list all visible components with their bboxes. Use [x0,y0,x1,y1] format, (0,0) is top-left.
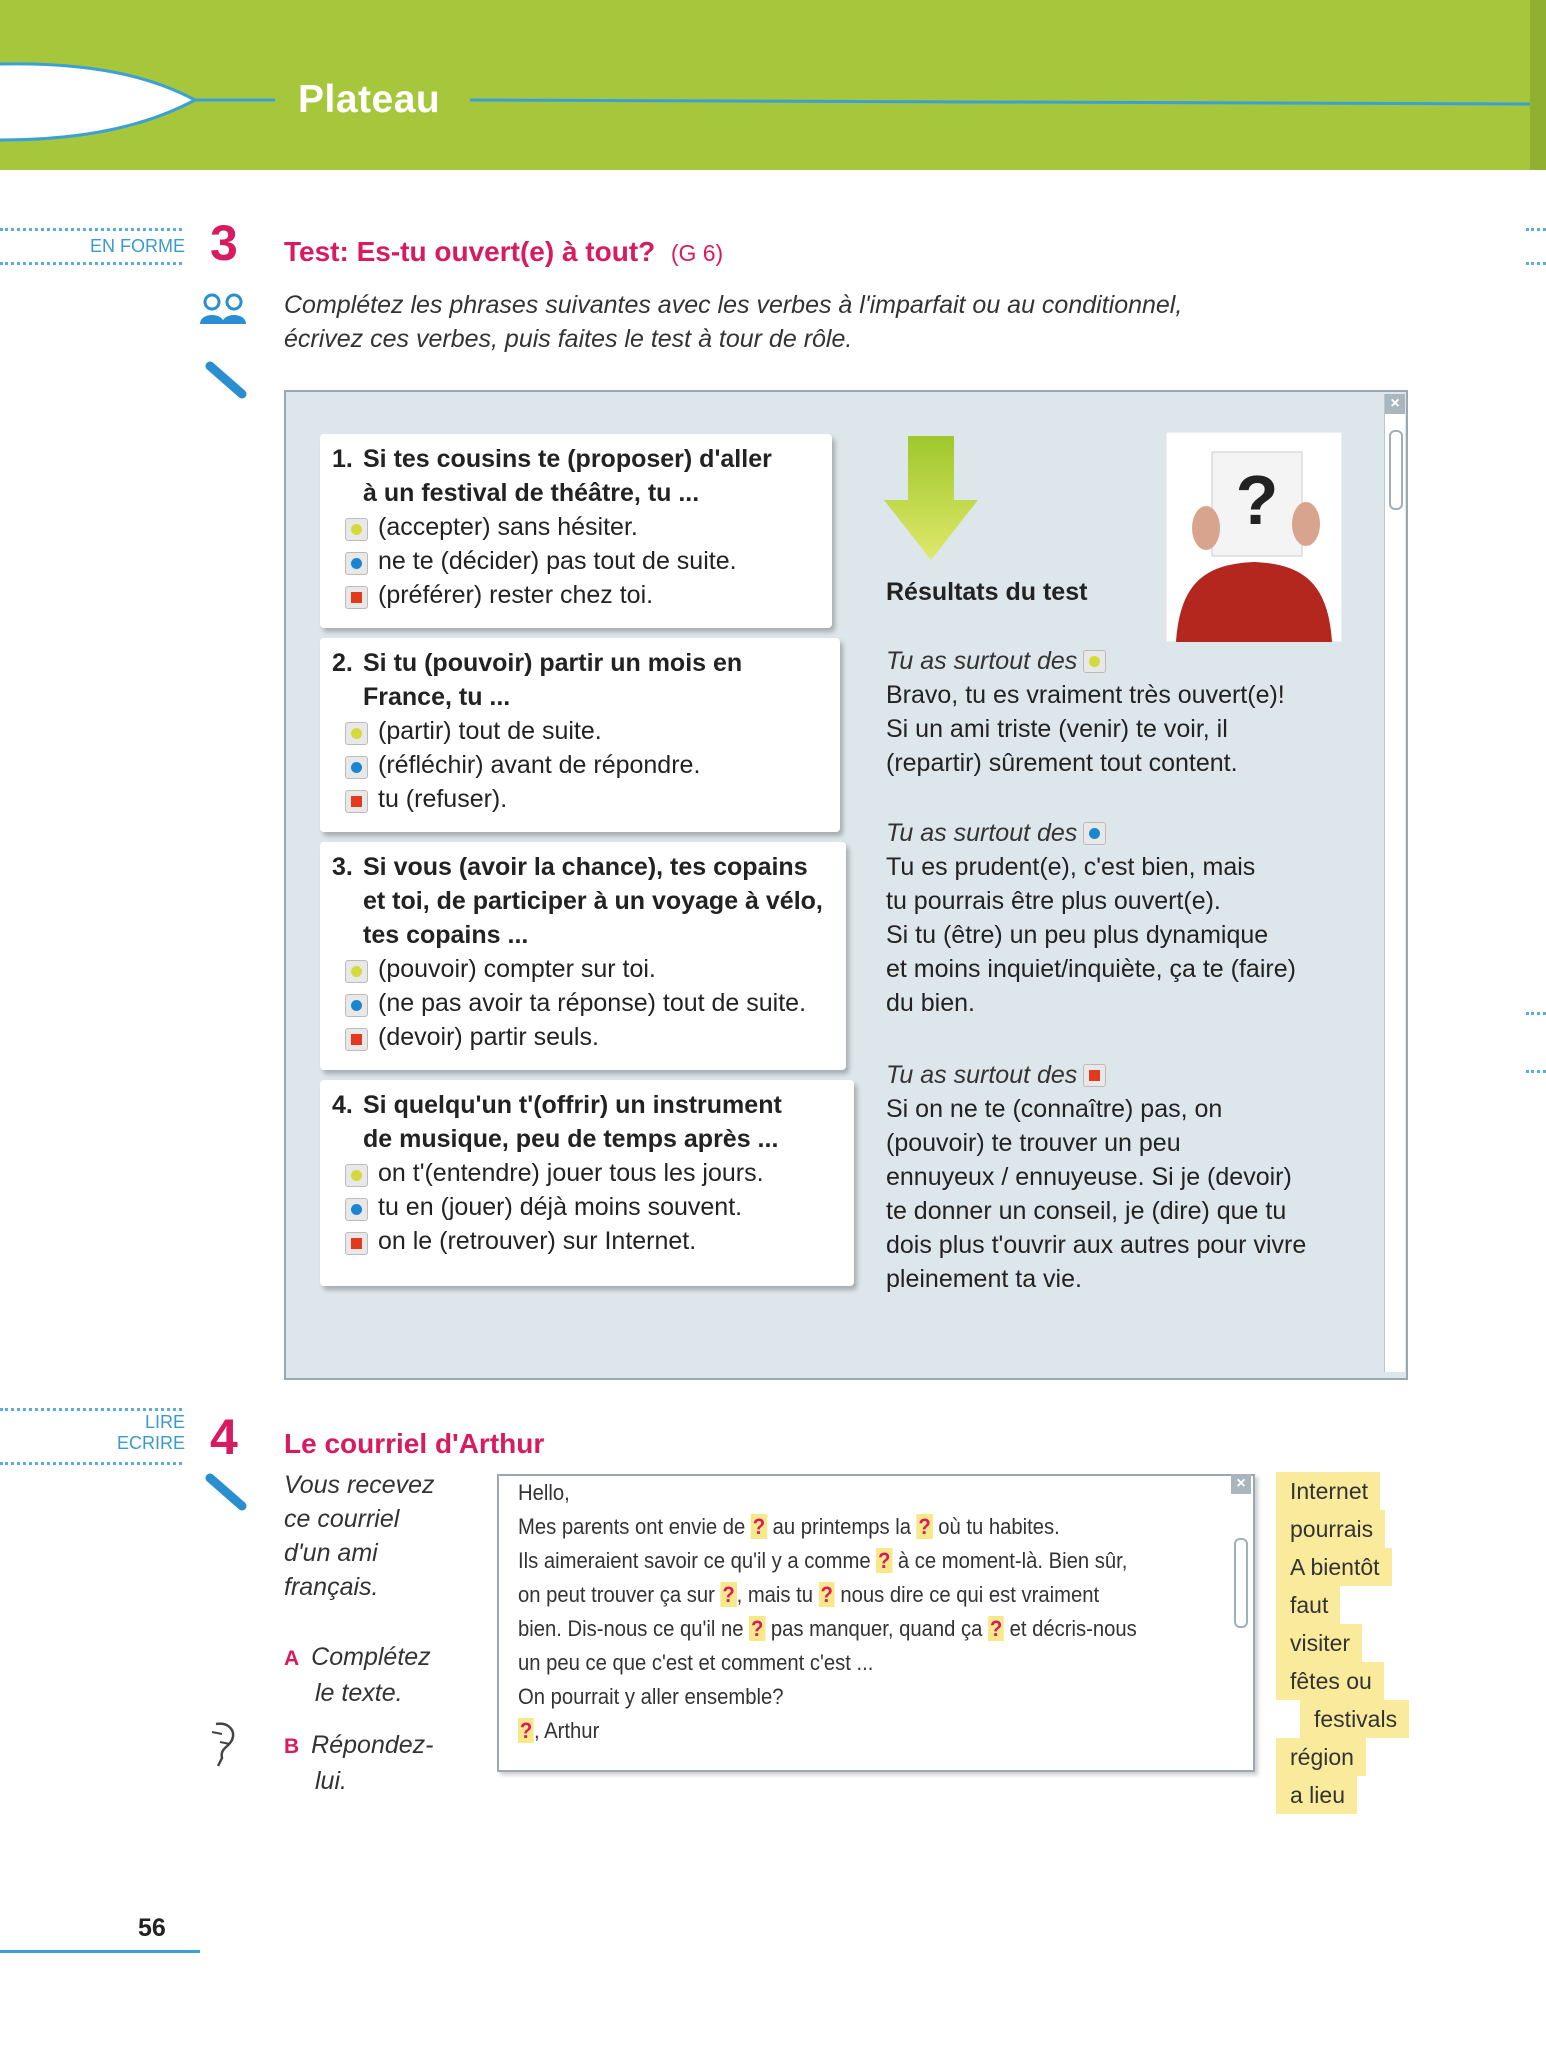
word-bank-item: faut [1276,1586,1340,1624]
answer-option: tu (refuser). [332,782,828,816]
dictionary-icon [206,1720,240,1768]
pencil-icon [204,360,250,400]
answer-option: (préférer) rester chez toi. [332,578,820,612]
question-card: 2. Si tu (pouvoir) partir un mois en France, tu ... (partir) tout de suite. (réfléchir) avant de répondre. tu (refuser). [320,638,840,832]
answer-option: tu en (jouer) déjà moins souvent. [332,1190,842,1224]
close-icon[interactable]: × [1231,1474,1251,1494]
red-square-icon [345,790,368,813]
pencil-icon [204,1472,250,1512]
divider-dots [0,1462,182,1465]
blue-circle-icon [1083,822,1106,845]
answer-option: ne te (décider) pas tout de suite. [332,544,820,578]
divider-dots-right [1526,262,1546,265]
exercise-intro: Vous recevez ce courriel d'un ami français. [284,1471,435,1601]
divider-dots [0,228,182,231]
email-scrollbar-thumb[interactable] [1234,1538,1248,1628]
word-bank-item: région [1276,1738,1366,1776]
divider-dots [0,1408,182,1411]
divider-dots-right [1526,1070,1546,1073]
answer-option: (ne pas avoir ta réponse) tout de suite. [332,986,834,1020]
chapter-title: Plateau [298,78,441,121]
exercise-number: 3 [210,215,238,271]
answer-option: on le (retrouver) sur Internet. [332,1224,842,1258]
blue-circle-icon [345,552,368,575]
answer-option: (réfléchir) avant de répondre. [332,748,828,782]
yellow-circle-icon [345,518,368,541]
divider-dots-right [1526,1012,1546,1015]
word-bank-item: festivals [1300,1700,1409,1738]
question-card: 1. Si tes cousins te (proposer) d'aller à un festival de théâtre, tu ... (accepter) sans hésiter. ne te (décider) pas tout de suite. (préférer) rester chez toi. [320,434,832,628]
email-body: Hello, Mes parents ont envie de ? au printemps la ? où tu habites. Ils aimeraient savoir ce qu'il y a comme ? à ce moment-là. Bien sûr, on peut trouver ça sur ?, mais tu ? nous dire ce qui est vraiment bien. Dis-nous ce qu'il ne ? pas manquer, quand ça ? et décris-nous un peu ce que c'est et comment c'est ... On pourrait y aller ensemble? ?, Arthur [518,1480,1137,1743]
results-heading: Résultats du test [886,578,1088,606]
question-card: 3. Si vous (avoir la chance), tes copains et toi, de participer à un voyage à vélo, tes copains ... (pouvoir) compter sur toi. (ne pas avoir ta réponse) tout de suite. (devoir) partir seuls. [320,842,846,1070]
answer-option: (pouvoir) compter sur toi. [332,952,834,986]
task-b: B Répondez- lui. [284,1731,434,1795]
blue-circle-icon [345,994,368,1017]
word-bank-item: visiter [1276,1624,1362,1662]
exercise-title: Le courriel d'Arthur [284,1428,545,1459]
answer-option: (accepter) sans hésiter. [332,510,820,544]
answer-option: (devoir) partir seuls. [332,1020,834,1054]
red-square-icon [1083,1064,1106,1087]
pair-work-icon [198,292,250,328]
word-bank-item: Internet [1276,1472,1380,1510]
task-a: A Complétez le texte. [284,1643,431,1707]
word-bank-item: fêtes ou [1276,1662,1384,1700]
divider-dots [0,262,182,265]
result-blue: Tu as surtout des Tu es prudent(e), c'est bien, mais tu pourrais être plus ouvert(e). Si tu (être) un peu plus dynamique et moins inquiet/inquiète, ça te (faire) du bien. [886,819,1296,1017]
footer-rule [0,1950,200,1953]
result-red: Tu as surtout des Si on ne te (connaître) pas, on (pouvoir) te trouver un peu ennuyeux / ennuyeuse. Si je (devoir) te donner un conseil, je (dire) que tu dois plus t'ouvrir aux autres pour vivre pleinement ta vie. [886,1061,1307,1293]
down-arrow-icon [884,436,980,562]
header-swoosh [0,0,1546,170]
close-icon[interactable]: × [1385,394,1405,414]
exercise-title: Test: Es-tu ouvert(e) à tout? (G 6) [284,236,724,267]
yellow-circle-icon [345,960,368,983]
word-bank-item: pourrais [1276,1510,1385,1548]
panel-scrollbar[interactable] [1384,394,1405,1372]
grammar-reference: (G 6) [670,240,724,266]
answer-option: on t'(entendre) jouer tous les jours. [332,1156,842,1190]
exercise-number: 4 [210,1409,238,1465]
skill-label: EN FORME [89,236,185,256]
question-mark: ? [1235,461,1279,539]
yellow-circle-icon [1083,650,1106,673]
question-photo [1166,432,1342,642]
red-square-icon [345,1028,368,1051]
question-card: 4. Si quelqu'un t'(offrir) un instrument de musique, peu de temps après ... on t'(entendre) jouer tous les jours. tu en (jouer) déjà moins souvent. on le (retrouver) sur Internet. [320,1080,854,1286]
result-yellow: Tu as surtout des Bravo, tu es vraiment très ouvert(e)! Si un ami triste (venir) te voir, il (repartir) sûrement tout content. [886,647,1285,777]
skill-label: LIRE ECRIRE [116,1412,185,1453]
blue-circle-icon [345,756,368,779]
word-bank-item: A bientôt [1276,1548,1392,1586]
scrollbar-thumb[interactable] [1389,430,1403,510]
yellow-circle-icon [345,1164,368,1187]
page-number: 56 [138,1914,166,1942]
yellow-circle-icon [345,722,368,745]
answer-option: (partir) tout de suite. [332,714,828,748]
instruction: Complétez les phrases suivantes avec les verbes à l'imparfait ou au conditionnel, écrivez ces verbes, puis faites le test à tour de rôle. [284,291,1183,353]
divider-dots-right [1526,228,1546,231]
red-square-icon [345,586,368,609]
word-bank-item: a lieu [1276,1776,1357,1814]
red-square-icon [345,1232,368,1255]
blue-circle-icon [345,1198,368,1221]
